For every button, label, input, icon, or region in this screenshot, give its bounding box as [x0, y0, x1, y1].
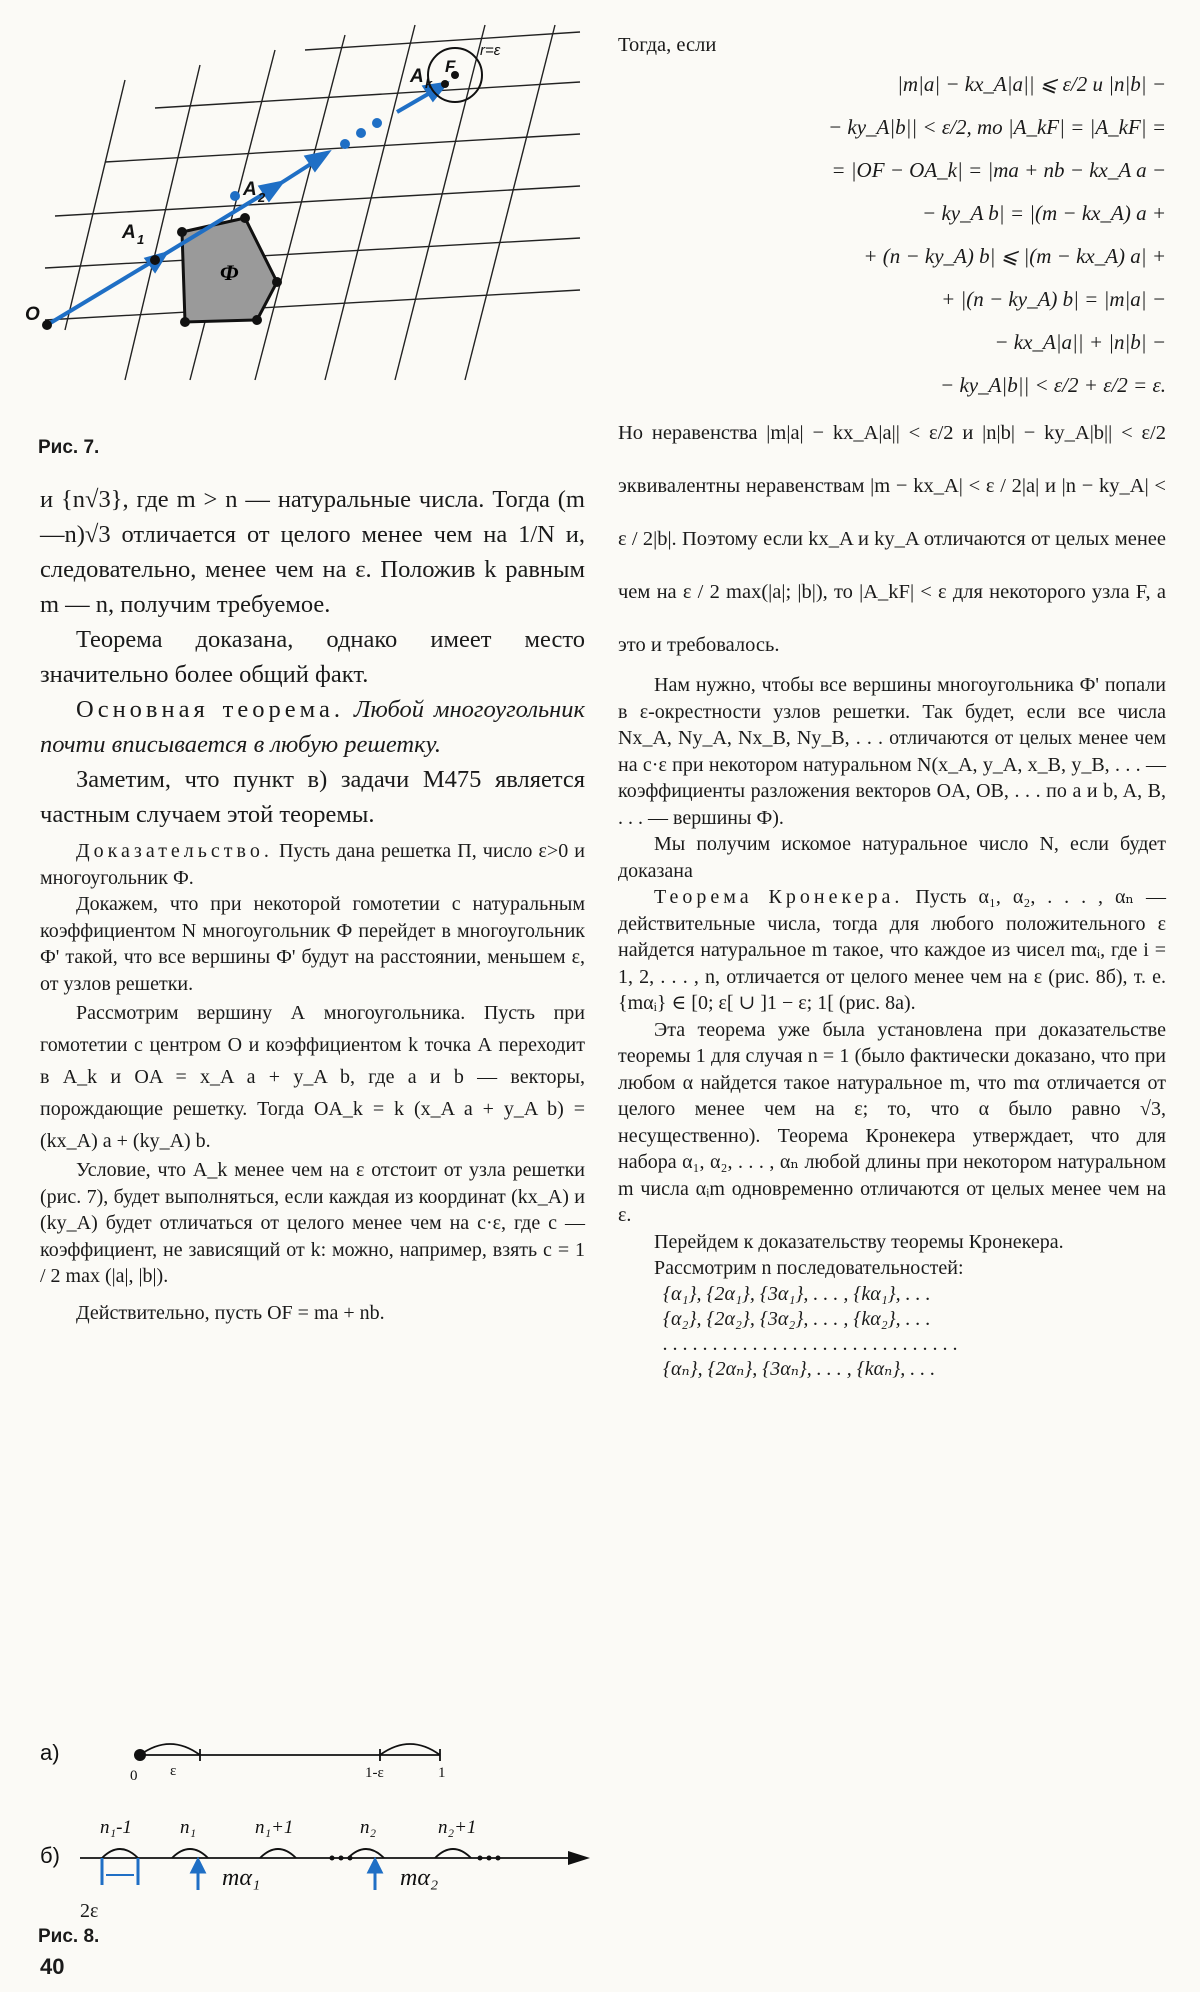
sequence-line: {αₙ}, {2αₙ}, {3αₙ}, . . . , {kαₙ}, . . .	[663, 1357, 936, 1380]
paragraph: и {n√3}, где m > n — натуральные числа. Тогда (m—n)√3 отличается от целого менее чем на 1/N и, следовательно, менее чем на ε. Положив k равным m — n, получим требуемое.	[40, 486, 585, 618]
svg-text:1: 1	[137, 232, 145, 247]
svg-text:n₂: n₂	[360, 1817, 377, 1838]
sequence-line: {α₂}, {2α₂}, {3α₂}, . . . , {kα₂}, . . .	[663, 1307, 931, 1330]
svg-text:1: 1	[438, 1765, 446, 1781]
a2-point	[230, 191, 240, 201]
svg-text:ε: ε	[170, 1763, 177, 1779]
fig8a-label: а)	[40, 1740, 60, 1765]
theorem-statement: Основная теорема. Любой многоугольник почти вписывается в любую решетку.	[40, 696, 586, 758]
sequence-line: {α₁}, {2α₁}, {3α₁}, . . . , {kα₁}, . . .	[663, 1282, 931, 1305]
a1-point	[150, 255, 160, 265]
sequence-line: . . . . . . . . . . . . . . . . . . . . . . . . . . . . . .	[663, 1332, 958, 1355]
radius-label: r=ε	[480, 42, 501, 59]
ak-point	[441, 80, 449, 88]
paragraph: Теорема доказана, однако имеет место значительно более общий факт.	[40, 626, 585, 688]
paragraph: Рассмотрим n последовательностей:	[654, 1257, 964, 1279]
formula-line: − ky_A|b|| < ε/2, то |A_kF| = |A_kF| =	[827, 115, 1166, 139]
paragraph: Условие, что A_k менее чем на ε отстоит от узла решетки (рис. 7), будет выполняться, если каждая из координат (kx_A) и (ky_A) будет отличаться от целого менее чем на c·ε, где c — коэффициент, не зависящий от k: можно, например, взять c = 1 / 2 max (|a|, |b|).	[40, 1159, 585, 1287]
lattice-grid	[45, 25, 580, 380]
paragraph: Действительно, пусть OF = ma + nb.	[76, 1301, 385, 1324]
svg-text:k: k	[425, 76, 433, 91]
formula-line: − ky_A b| = |(m − kx_A) a +	[922, 201, 1166, 225]
paragraph: Рассмотрим вершину А многоугольника. Пусть при гомотетии с центром О и коэффициентом k точка А переходит в A_k и OA = x_A a + y_A b, где a и b — векторы, порождающие решетку. Тогда OA_k = k (x_A a + y_A b) = (kx_A) a + (ky_A) b.	[40, 1002, 585, 1152]
fig8b-label: б)	[40, 1843, 60, 1868]
svg-text:n₁+1: n₁+1	[255, 1817, 294, 1838]
phi-label: Ф	[220, 260, 239, 285]
formula-line: |m|a| − kx_A|a|| ⩽ ε/2 и |n|b| −	[897, 72, 1166, 96]
formula-line: − kx_A|a|| + |n|b| −	[994, 330, 1166, 354]
figure-8-caption: Рис. 8.	[38, 1926, 100, 1947]
a1-label: A	[122, 222, 136, 243]
continuation-dots	[340, 118, 382, 149]
proof: Доказательство. Пусть дана решетка П, число ε>0 и многоугольник Ф.	[40, 840, 585, 889]
svg-text:1-ε: 1-ε	[365, 1765, 384, 1781]
figure-8	[30, 1715, 600, 1890]
page-number: 40	[40, 1954, 65, 1979]
theorem-kronecker: Теорема Кронекера. Пусть α₁, α₂, . . . , αₙ — действительные числа, тогда для любого положительного ε найдется натуральное m такое, что каждое из чисел mαᵢ, где i = 1, 2, . . . , n, отличается от целого менее чем на ε (рис. 8б), т. е. {mαᵢ} ∈ [0; ε[ ∪ ]1 − ε; 1[ (рис. 8а).	[618, 886, 1167, 1014]
svg-text:n₂+1: n₂+1	[438, 1817, 477, 1838]
right-column	[618, 28, 1166, 1382]
svg-text:2: 2	[258, 190, 266, 205]
figure-7	[25, 20, 585, 400]
paragraph: Тогда, если	[618, 34, 717, 56]
formula-line: = |OF − OA_k| = |ma + nb − kx_A a −	[831, 158, 1166, 182]
svg-text:0: 0	[130, 1768, 138, 1784]
paragraph: Докажем, что при некоторой гомотетии с натуральным коэффициентом N многоугольник Ф перейдет в многоугольник Ф' такой, что все вершины Ф' будут на расстоянии, меньшем ε, от узлов решетки.	[40, 893, 585, 995]
paragraph: Нам нужно, чтобы все вершины многоугольника Ф' попали в ε-окрестности узлов решетки. Так будет, если все числа Nx_A, Ny_A, Nx_B, Ny_B, . . . отличаются от целых менее чем на c·ε при некотором натуральном N(x_A, y_A, x_B, y_B, . . . — коэффициенты разложения векторов OA, OB, . . . по a и b, A, B, . . . — вершины Ф).	[618, 674, 1166, 829]
origin-point	[42, 320, 52, 330]
svg-text:mα₂: mα₂	[400, 1865, 439, 1890]
fig8-width-label: 2ε	[80, 1900, 99, 1922]
figure-7-caption: Рис. 7.	[38, 437, 100, 458]
paragraph: Но неравенства |m|a| − kx_A|a|| < ε/2 и |n|b| − ky_A|b|| < ε/2 эквивалентны неравенствам |m − kx_A| < ε / 2|a| и |n − ky_A| < ε / 2|b|. Поэтому если kx_A и ky_A отличаются от целых менее чем на ε / 2 max(|a|; |b|), то |A_kF| < ε для некоторого узла F, а это и требовалось.	[618, 422, 1166, 656]
a2-label: A	[243, 179, 257, 200]
paragraph: Заметим, что пункт в) задачи М475 является частным случаем этой теоремы.	[40, 766, 585, 828]
svg-text:n₁-1: n₁-1	[100, 1817, 132, 1838]
f-label: F	[445, 57, 456, 76]
ak-label: A	[410, 66, 424, 87]
formula-line: + (n − ky_A) b| ⩽ |(m − kx_A) a| +	[863, 244, 1166, 268]
paragraph: Эта теорема уже была установлена при доказательстве теоремы 1 для случая n = 1 (было фактически доказано, что при любом α найдется такое натуральное m, что mα отличается от целого менее чем на ε; то, что α было равно √3, несущественно). Теорема Кронекера утверждает, что для набора α₁, α₂, . . . , αₙ любой длины при некотором натуральном m числа αᵢm одновременно отличаются от целых менее чем на ε.	[618, 1018, 1166, 1226]
formula-line: + |(n − ky_A) b| = |m|a| −	[941, 287, 1166, 311]
fig8a-segment	[134, 1744, 440, 1761]
formula-line: − ky_A|b|| < ε/2 + ε/2 = ε.	[940, 373, 1166, 397]
paragraph: Мы получим искомое натуральное число N, если будет доказана	[618, 833, 1166, 882]
paragraph: Перейдем к доказательству теоремы Кронекера.	[654, 1230, 1064, 1253]
fig8b-axis	[80, 1849, 590, 1890]
svg-text:mα₁: mα₁	[222, 1865, 261, 1890]
origin-label: O	[25, 304, 40, 325]
svg-text:n₁: n₁	[180, 1817, 197, 1838]
left-column	[40, 482, 585, 1326]
